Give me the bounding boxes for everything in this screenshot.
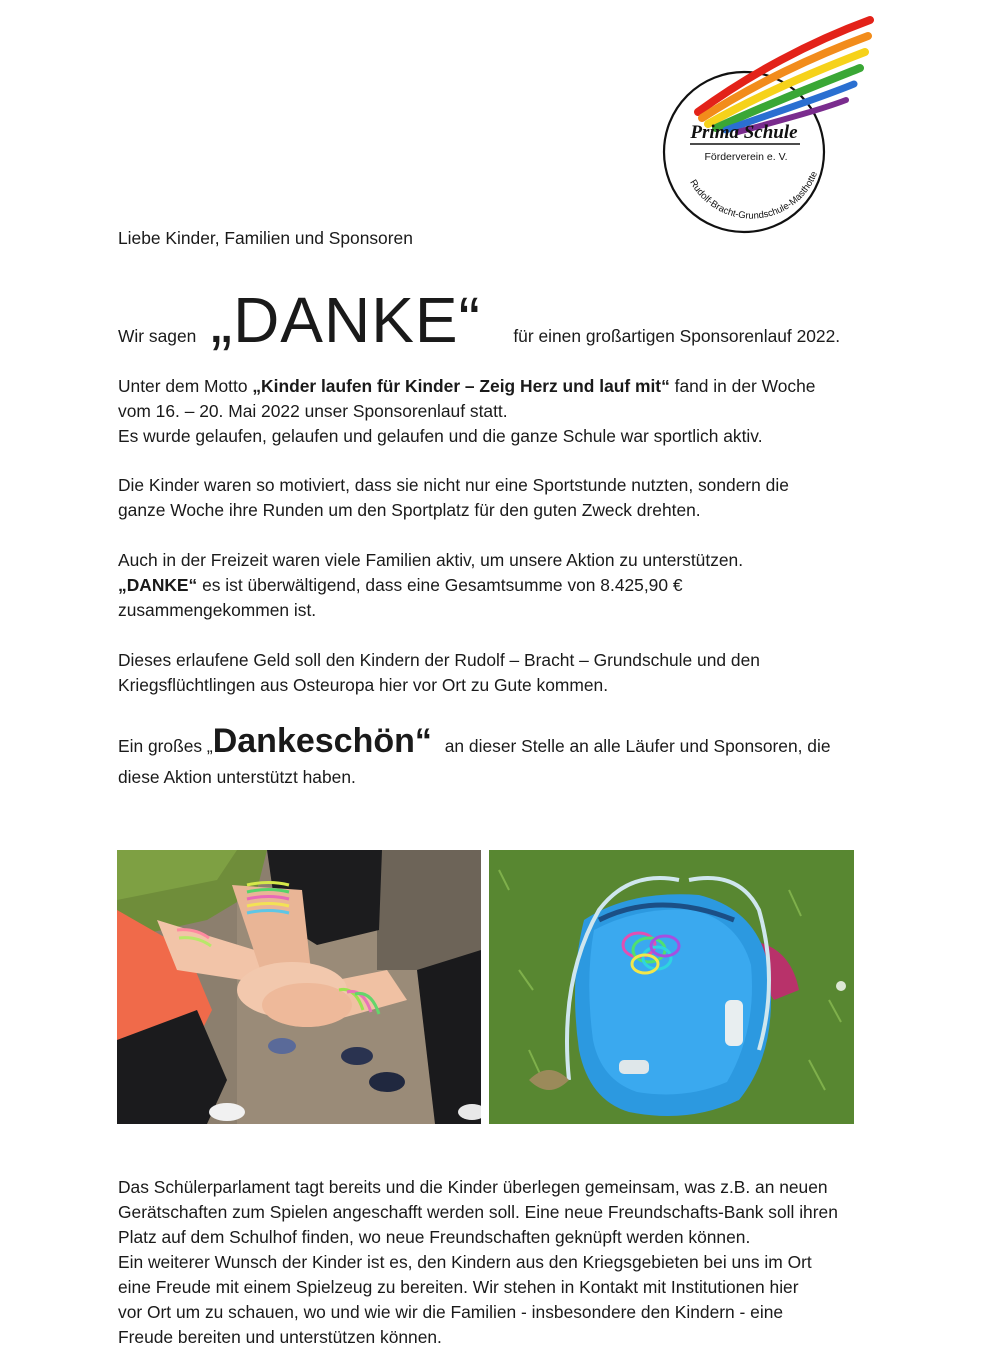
- kinder-line-2: ganze Woche ihre Runden um den Sportplatz für den guten Zweck drehten.: [118, 500, 701, 520]
- dankeschoen-suffix: an dieser Stelle an alle Läufer und Sponsoren, die: [439, 736, 831, 756]
- kinder-line-1: Die Kinder waren so motiviert, dass sie nicht nur eine Sportstunde nutzten, sondern die: [118, 475, 789, 495]
- parlament-line-4: Ein weiterer Wunsch der Kinder ist es, den Kindern aus den Kriegsgebieten bei uns im Ort: [118, 1252, 812, 1272]
- motto-line-3: Es wurde gelaufen, gelaufen und gelaufen und die ganze Schule war sportlich aktiv.: [118, 426, 763, 446]
- dankeschoen-paragraph: [118, 722, 898, 793]
- familien-line-1: Auch in der Freizeit waren viele Familien aktiv, um unsere Aktion zu unterstützen.: [118, 550, 744, 570]
- danke-prefix: Wir sagen: [118, 326, 197, 346]
- kinder-paragraph: [118, 473, 898, 523]
- familien-danke-bold: „DANKE“: [118, 575, 198, 595]
- parlament-line-2: Gerätschaften zum Spielen angeschafft werden soll. Eine neue Freundschafts-Bank soll ihren: [118, 1202, 838, 1222]
- danke-suffix: für einen großartigen Sponsorenlauf 2022.: [513, 326, 841, 346]
- parlament-paragraph: [118, 1175, 898, 1350]
- geld-line-2: Kriegsflüchtlingen aus Osteuropa hier vor Ort zu Gute kommen.: [118, 675, 609, 695]
- greeting: [118, 226, 898, 251]
- school-logo: [660, 14, 878, 236]
- photo-backpack-graphic: [489, 850, 854, 1124]
- motto-line-1: [118, 374, 898, 399]
- dankeschoen-prefix: Ein großes „: [118, 736, 213, 756]
- familien-line2-rest: es ist überwältigend, dass eine Gesamtsumme von 8.425,90 €: [197, 575, 683, 595]
- greeting-text: Liebe Kinder, Familien und Sponsoren: [118, 228, 413, 248]
- geld-paragraph: [118, 648, 898, 698]
- parlament-line-6: vor Ort um zu schauen, wo und wie wir die Familien - insbesondere den Kindern - eine: [118, 1302, 784, 1322]
- familien-line-2: [118, 573, 898, 598]
- photo-stacked-hands: [117, 850, 481, 1124]
- parlament-line-1: Das Schülerparlament tagt bereits und die Kinder überlegen gemeinsam, was z.B. an neuen: [118, 1177, 828, 1197]
- familien-line-3: zusammengekommen ist.: [118, 600, 317, 620]
- parlament-line-5: eine Freude mit einem Spielzeug zu bereiten. Wir stehen in Kontakt mit Institutionen hier: [118, 1277, 799, 1297]
- motto-line-2: vom 16. – 20. Mai 2022 unser Sponsorenlauf statt.: [118, 401, 508, 421]
- danke-big: „DANKE“: [210, 284, 481, 356]
- logo-arc-text: Rudolf-Bracht-Grundschule-Masthotte: [687, 169, 821, 222]
- logo-graphic: [660, 14, 878, 236]
- motto-bold: „Kinder laufen für Kinder – Zeig Herz und lauf mit“: [252, 376, 670, 396]
- dankeschoen-line-2: diese Aktion unterstützt haben.: [118, 767, 356, 787]
- motto-paragraph: [118, 374, 898, 449]
- geld-line-1: Dieses erlaufene Geld soll den Kindern der Rudolf – Bracht – Grundschule und den: [118, 650, 760, 670]
- familien-paragraph: [118, 548, 898, 623]
- parlament-line-7: Freude bereiten und unterstützen können.: [118, 1327, 442, 1347]
- photo-backpack: [489, 850, 854, 1124]
- dankeschoen-big: Dankeschön“: [212, 722, 432, 760]
- motto-prefix: Unter dem Motto: [118, 376, 253, 396]
- logo-subtitle: Förderverein e. V.: [704, 151, 788, 163]
- danke-headline: [118, 284, 898, 368]
- photo-hands-graphic: [117, 850, 481, 1124]
- logo-title: Prima Schule: [690, 122, 798, 143]
- dankeschoen-line-1: [118, 722, 898, 762]
- motto-line1-suffix: fand in der Woche: [669, 376, 816, 396]
- parlament-line-3: Platz auf dem Schulhof finden, wo neue Freundschaften geknüpft werden können.: [118, 1227, 751, 1247]
